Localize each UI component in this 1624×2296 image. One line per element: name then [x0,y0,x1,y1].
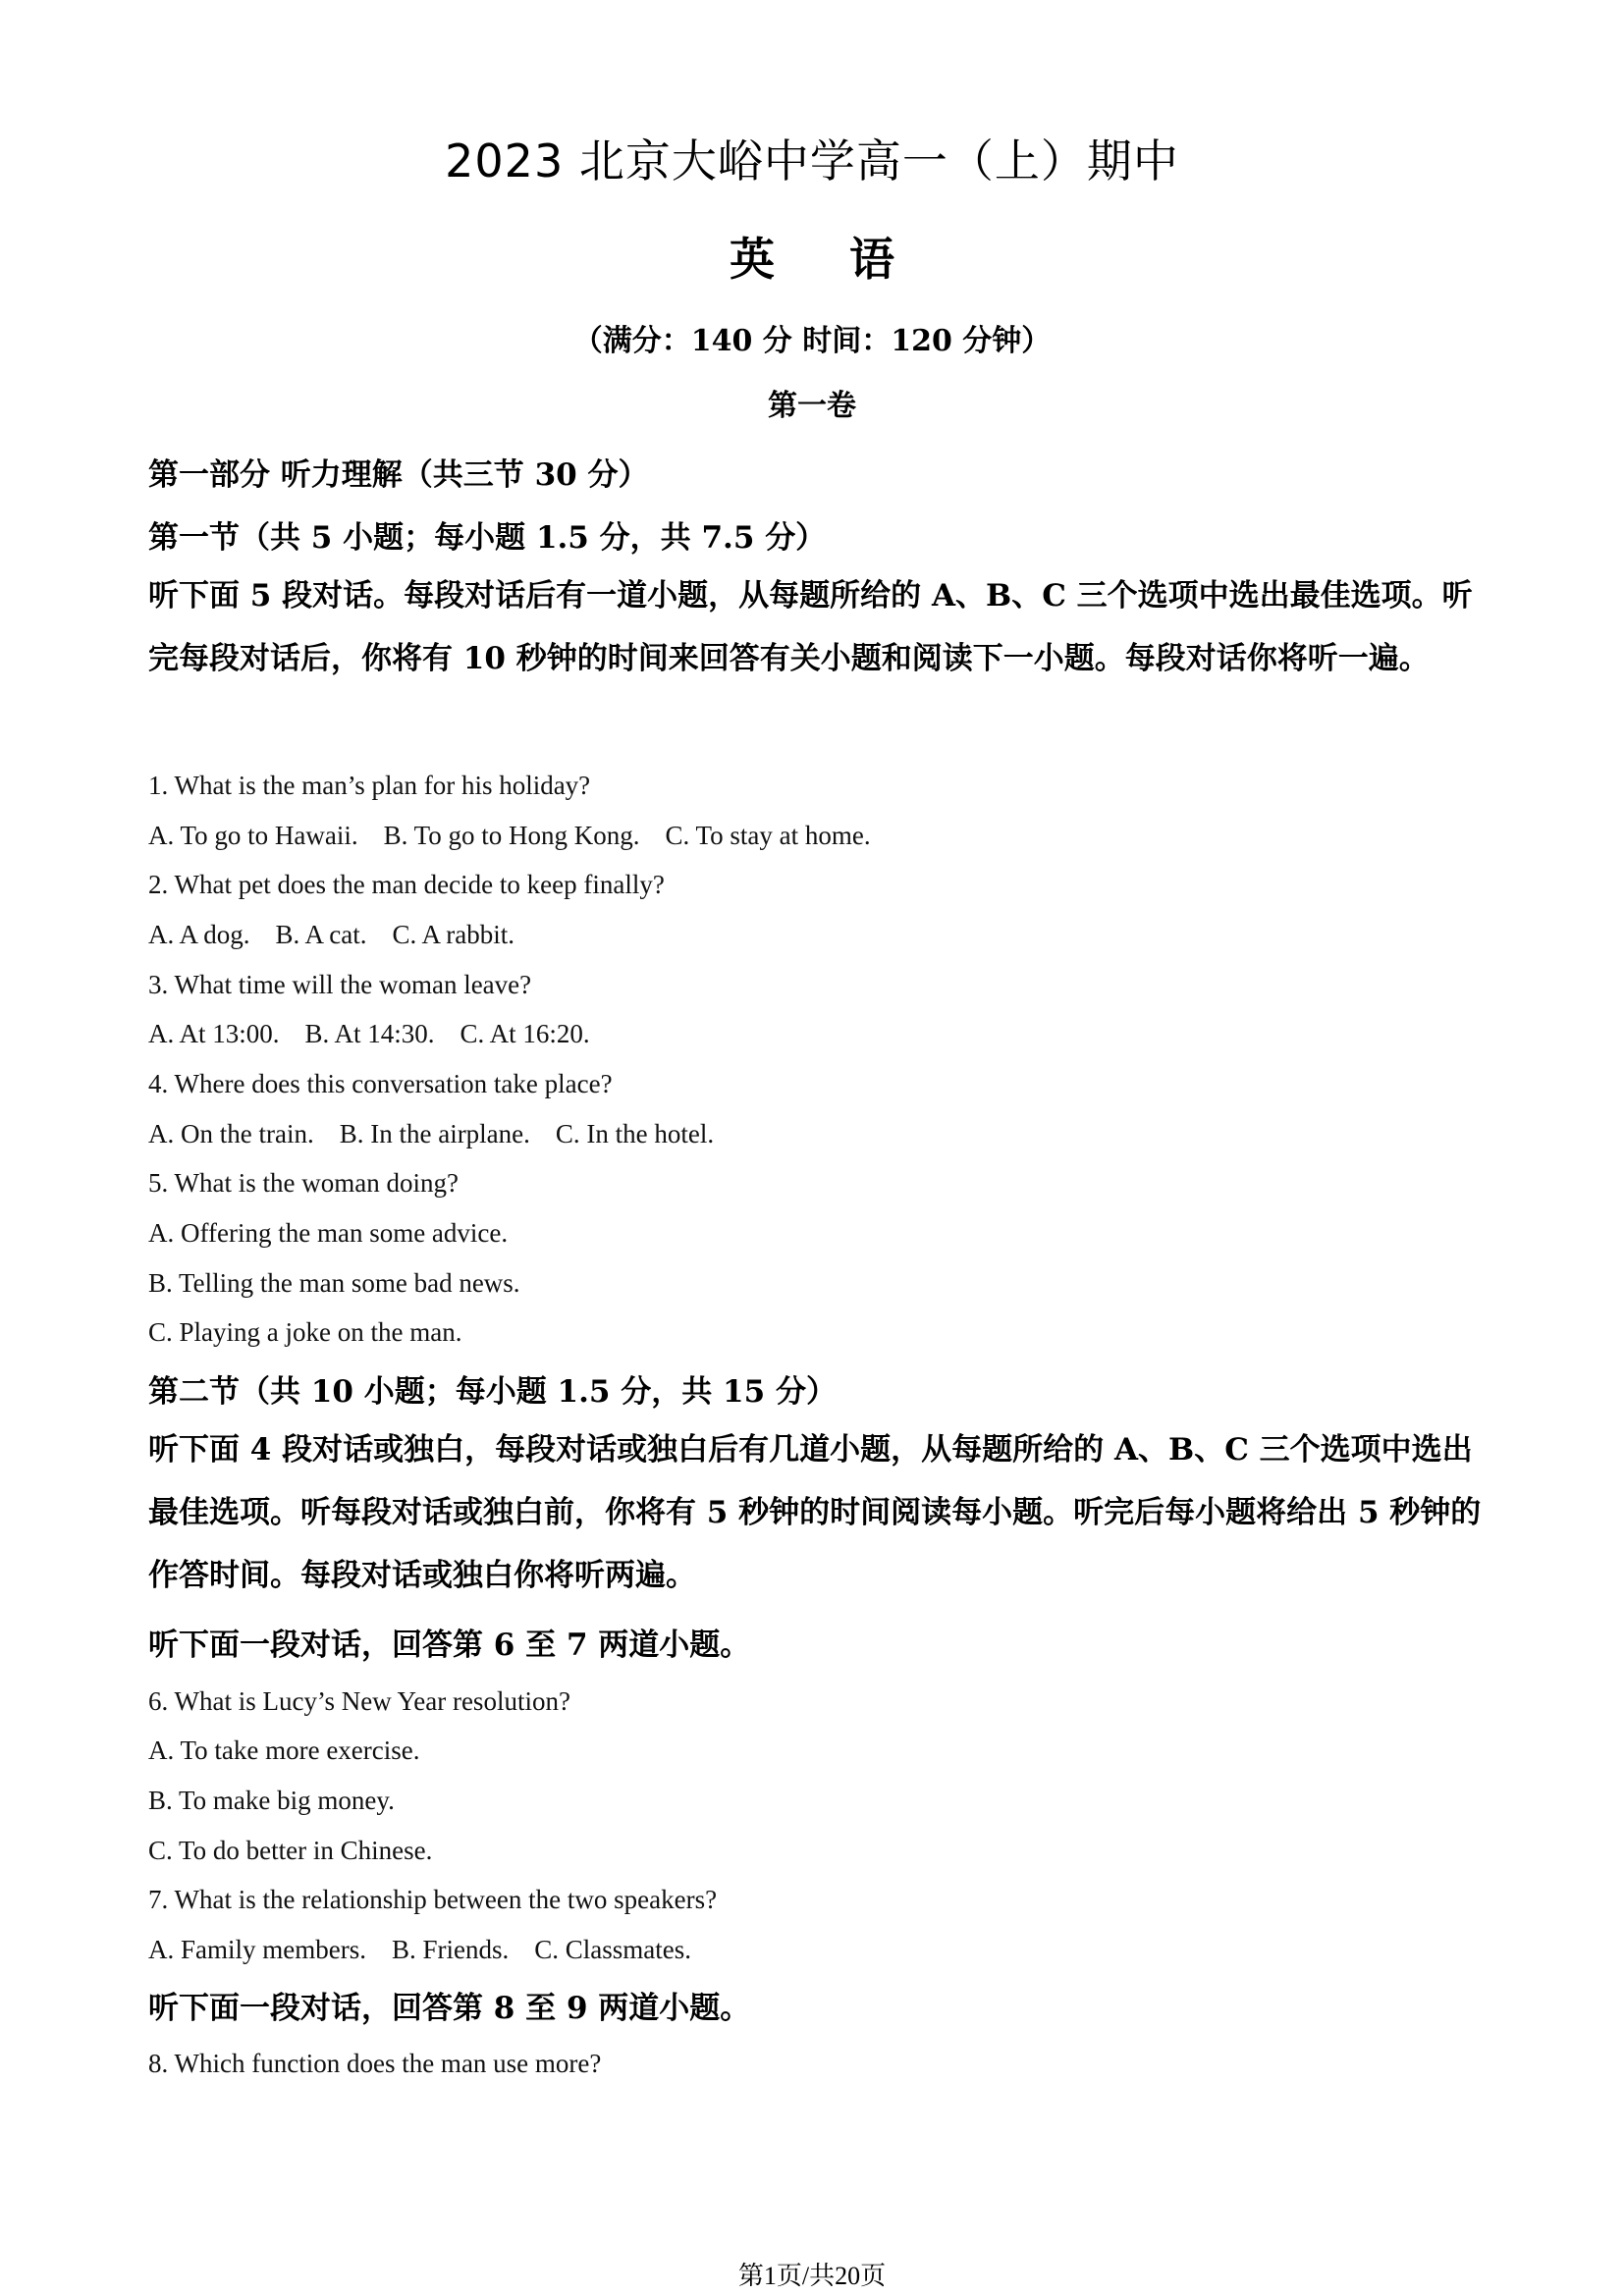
question-options [148,920,514,950]
dialog-instruction: 听下面一段对话，回答第 6 至 7 两道小题。 [148,1628,751,1663]
option-b: B. To go to Hong Kong. [383,821,640,850]
subject-title: 英 语 [729,233,894,286]
option-c: C. To stay at home. [665,821,871,850]
option-b: B. At 14:30. [304,1019,435,1048]
question-text: 1. What is the man’s plan for his holiday? [148,771,591,800]
section-instructions: 听下面 4 段对话或独白，每段对话或独白后有几道小题，从每题所给的 A、B、C 三个选项中选出最佳选项。听每段对话或独白前，你将有 5 秒钟的时间阅读每小题。听完后每小题将给出 5 秒钟的作答时间。每段对话或独白你将听两遍。 [148,1432,1482,1593]
question-text: 3. What time will the woman leave? [148,970,532,999]
option-b: B. A cat. [275,920,367,949]
option-a: A. A dog. [148,920,250,949]
section-instructions: 听下面 5 段对话。每段对话后有一道小题，从每题所给的 A、B、C 三个选项中选出最佳选项。听完每段对话后，你将有 10 秒钟的时间来回答有关小题和阅读下一小题。每段对话你将听一遍。 [148,578,1473,676]
option-a: A. On the train. [148,1119,314,1148]
dialog-instruction: 听下面一段对话，回答第 8 至 9 两道小题。 [148,1991,751,2026]
option-a: A. At 13:00. [148,1019,280,1048]
part-heading: 第一部分 听力理解（共三节 30 分） [148,457,649,493]
option-b: B. In the airplane. [339,1119,530,1148]
option-c: C. Classmates. [534,1935,691,1964]
option-c: C. To do better in Chinese. [148,1836,433,1865]
option-b: B. Friends. [391,1935,510,1964]
option-b: B. Telling the man some bad news. [148,1268,520,1298]
question-options [148,1119,714,1149]
option-c: C. Playing a joke on the man. [148,1317,462,1347]
question-text: 5. What is the woman doing? [148,1168,459,1198]
option-c: C. In the hotel. [555,1119,715,1148]
option-a: A. Offering the man some advice. [148,1218,509,1248]
question-options [148,821,871,851]
score-time-note: （满分：140 分 时间：120 分钟） [572,324,1052,358]
option-a: A. Family members. [148,1935,366,1964]
page-number: 第1页/共20页 [737,2262,887,2290]
question-text: 4. Where does this conversation take place? [148,1069,613,1098]
question-options [148,1019,590,1049]
question-text: 6. What is Lucy’s New Year resolution? [148,1686,570,1716]
option-a: A. To take more exercise. [148,1735,420,1765]
question-text: 2. What pet does the man decide to keep finally? [148,870,665,899]
volume-label: 第一卷 [768,389,856,423]
option-a: A. To go to Hawaii. [148,821,358,850]
question-text: 8. Which function does the man use more? [148,2049,602,2078]
option-c: C. At 16:20. [460,1019,590,1048]
section-heading: 第一节（共 5 小题；每小题 1.5 分，共 7.5 分） [148,520,827,556]
question-text: 7. What is the relationship between the two speakers? [148,1885,718,1914]
option-c: C. A rabbit. [392,920,515,949]
question-options [148,1935,691,1965]
section-heading: 第二节（共 10 小题；每小题 1.5 分，共 15 分） [148,1374,837,1410]
exam-title: 2023 北京大峪中学高一（上）期中 [445,134,1179,187]
option-b: B. To make big money. [148,1786,395,1815]
